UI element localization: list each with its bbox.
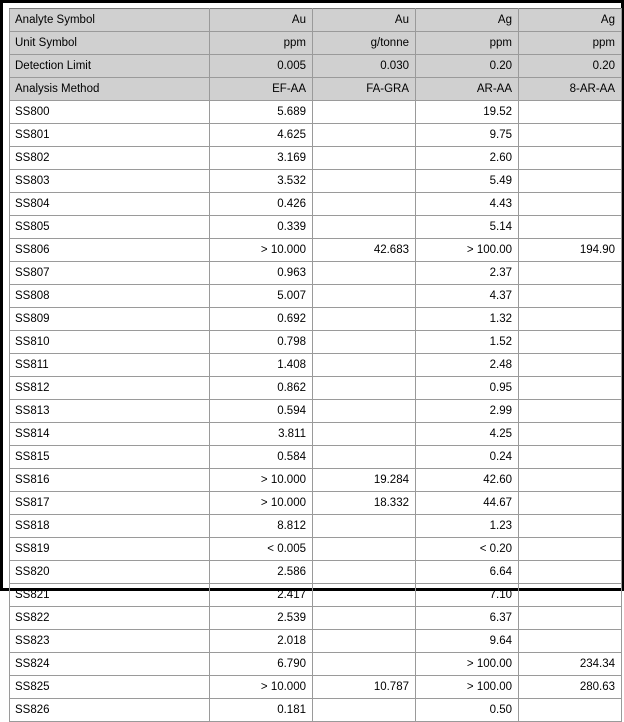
value-cell: 0.24 bbox=[416, 446, 519, 469]
value-cell: 1.23 bbox=[416, 515, 519, 538]
value-cell bbox=[313, 308, 416, 331]
sample-id-cell: SS811 bbox=[10, 354, 210, 377]
header-analysis-method-col3: AR-AA bbox=[416, 78, 519, 101]
sample-id-cell: SS804 bbox=[10, 193, 210, 216]
header-label-unit-symbol: Unit Symbol bbox=[10, 32, 210, 55]
table-row bbox=[10, 147, 622, 170]
table-row bbox=[10, 285, 622, 308]
sample-id-cell: SS823 bbox=[10, 630, 210, 653]
value-cell bbox=[519, 124, 622, 147]
value-cell: 5.689 bbox=[210, 101, 313, 124]
value-cell bbox=[313, 216, 416, 239]
value-cell bbox=[313, 170, 416, 193]
value-cell: 0.594 bbox=[210, 400, 313, 423]
table-row bbox=[10, 308, 622, 331]
sample-id-cell: SS819 bbox=[10, 538, 210, 561]
value-cell: 8.812 bbox=[210, 515, 313, 538]
value-cell bbox=[313, 377, 416, 400]
value-cell: 6.64 bbox=[416, 561, 519, 584]
table-row bbox=[10, 216, 622, 239]
assay-results-table bbox=[9, 8, 622, 722]
value-cell bbox=[519, 630, 622, 653]
value-cell: 10.787 bbox=[313, 676, 416, 699]
value-cell: 0.692 bbox=[210, 308, 313, 331]
header-unit-symbol-col2: g/tonne bbox=[313, 32, 416, 55]
value-cell: > 10.000 bbox=[210, 239, 313, 262]
value-cell bbox=[313, 354, 416, 377]
table-row bbox=[10, 124, 622, 147]
value-cell bbox=[313, 285, 416, 308]
assay-table-container bbox=[9, 8, 615, 716]
table-row bbox=[10, 515, 622, 538]
value-cell bbox=[519, 193, 622, 216]
value-cell: 2.37 bbox=[416, 262, 519, 285]
value-cell: 0.95 bbox=[416, 377, 519, 400]
table-row bbox=[10, 469, 622, 492]
value-cell bbox=[519, 607, 622, 630]
sample-id-cell: SS813 bbox=[10, 400, 210, 423]
value-cell bbox=[519, 538, 622, 561]
value-cell: 5.14 bbox=[416, 216, 519, 239]
value-cell: 1.32 bbox=[416, 308, 519, 331]
value-cell: > 100.00 bbox=[416, 676, 519, 699]
sample-id-cell: SS821 bbox=[10, 584, 210, 607]
header-detection-limit-col2: 0.030 bbox=[313, 55, 416, 78]
value-cell: 5.007 bbox=[210, 285, 313, 308]
header-row-unit-symbol bbox=[10, 32, 622, 55]
value-cell: 2.586 bbox=[210, 561, 313, 584]
header-detection-limit-col3: 0.20 bbox=[416, 55, 519, 78]
value-cell: 0.963 bbox=[210, 262, 313, 285]
sample-id-cell: SS822 bbox=[10, 607, 210, 630]
value-cell bbox=[519, 170, 622, 193]
value-cell bbox=[519, 354, 622, 377]
value-cell bbox=[519, 561, 622, 584]
value-cell bbox=[519, 262, 622, 285]
value-cell: 2.417 bbox=[210, 584, 313, 607]
header-detection-limit-col4: 0.20 bbox=[519, 55, 622, 78]
sample-id-cell: SS805 bbox=[10, 216, 210, 239]
value-cell: > 10.000 bbox=[210, 469, 313, 492]
header-analysis-method-col2: FA-GRA bbox=[313, 78, 416, 101]
value-cell bbox=[519, 469, 622, 492]
value-cell: 9.75 bbox=[416, 124, 519, 147]
table-body bbox=[10, 101, 622, 722]
value-cell: 1.408 bbox=[210, 354, 313, 377]
value-cell bbox=[313, 446, 416, 469]
header-row-detection-limit bbox=[10, 55, 622, 78]
value-cell: 4.25 bbox=[416, 423, 519, 446]
table-row bbox=[10, 170, 622, 193]
value-cell bbox=[519, 308, 622, 331]
value-cell bbox=[519, 584, 622, 607]
table-row bbox=[10, 262, 622, 285]
table-row bbox=[10, 354, 622, 377]
sample-id-cell: SS808 bbox=[10, 285, 210, 308]
value-cell: 6.790 bbox=[210, 653, 313, 676]
value-cell: 0.181 bbox=[210, 699, 313, 722]
sample-id-cell: SS802 bbox=[10, 147, 210, 170]
value-cell: > 100.00 bbox=[416, 239, 519, 262]
value-cell bbox=[313, 147, 416, 170]
value-cell bbox=[519, 446, 622, 469]
sample-id-cell: SS800 bbox=[10, 101, 210, 124]
value-cell: 44.67 bbox=[416, 492, 519, 515]
sample-id-cell: SS826 bbox=[10, 699, 210, 722]
header-label-analyte-symbol: Analyte Symbol bbox=[10, 9, 210, 32]
value-cell bbox=[519, 400, 622, 423]
value-cell: 7.10 bbox=[416, 584, 519, 607]
value-cell bbox=[313, 699, 416, 722]
header-label-analysis-method: Analysis Method bbox=[10, 78, 210, 101]
value-cell bbox=[313, 331, 416, 354]
sample-id-cell: SS815 bbox=[10, 446, 210, 469]
value-cell: 42.683 bbox=[313, 239, 416, 262]
value-cell bbox=[313, 653, 416, 676]
value-cell: 6.37 bbox=[416, 607, 519, 630]
value-cell bbox=[519, 377, 622, 400]
table-row bbox=[10, 193, 622, 216]
value-cell: 194.90 bbox=[519, 239, 622, 262]
header-analyte-symbol-col2: Au bbox=[313, 9, 416, 32]
value-cell bbox=[313, 400, 416, 423]
table-row bbox=[10, 400, 622, 423]
value-cell: 42.60 bbox=[416, 469, 519, 492]
value-cell: 2.48 bbox=[416, 354, 519, 377]
value-cell: 18.332 bbox=[313, 492, 416, 515]
header-unit-symbol-col4: ppm bbox=[519, 32, 622, 55]
sample-id-cell: SS818 bbox=[10, 515, 210, 538]
value-cell: 234.34 bbox=[519, 653, 622, 676]
value-cell bbox=[313, 423, 416, 446]
header-analyte-symbol-col1: Au bbox=[210, 9, 313, 32]
sample-id-cell: SS807 bbox=[10, 262, 210, 285]
value-cell: 5.49 bbox=[416, 170, 519, 193]
value-cell bbox=[313, 193, 416, 216]
value-cell: 2.60 bbox=[416, 147, 519, 170]
table-row bbox=[10, 331, 622, 354]
value-cell: > 10.000 bbox=[210, 492, 313, 515]
value-cell: > 100.00 bbox=[416, 653, 519, 676]
table-row bbox=[10, 423, 622, 446]
table-row bbox=[10, 101, 622, 124]
value-cell: 0.862 bbox=[210, 377, 313, 400]
value-cell: 2.018 bbox=[210, 630, 313, 653]
header-analyte-symbol-col3: Ag bbox=[416, 9, 519, 32]
value-cell: 1.52 bbox=[416, 331, 519, 354]
sample-id-cell: SS817 bbox=[10, 492, 210, 515]
header-detection-limit-col1: 0.005 bbox=[210, 55, 313, 78]
value-cell bbox=[313, 584, 416, 607]
value-cell: 19.284 bbox=[313, 469, 416, 492]
value-cell: 0.339 bbox=[210, 216, 313, 239]
value-cell: 4.37 bbox=[416, 285, 519, 308]
value-cell bbox=[313, 607, 416, 630]
value-cell: 9.64 bbox=[416, 630, 519, 653]
sample-id-cell: SS801 bbox=[10, 124, 210, 147]
value-cell bbox=[519, 515, 622, 538]
table-row bbox=[10, 630, 622, 653]
value-cell bbox=[519, 285, 622, 308]
table-header bbox=[10, 9, 622, 101]
value-cell: 280.63 bbox=[519, 676, 622, 699]
value-cell bbox=[519, 147, 622, 170]
table-row bbox=[10, 538, 622, 561]
table-row bbox=[10, 584, 622, 607]
sample-id-cell: SS812 bbox=[10, 377, 210, 400]
value-cell bbox=[313, 124, 416, 147]
value-cell bbox=[519, 101, 622, 124]
value-cell: 2.99 bbox=[416, 400, 519, 423]
value-cell: 0.584 bbox=[210, 446, 313, 469]
sample-id-cell: SS814 bbox=[10, 423, 210, 446]
value-cell bbox=[313, 515, 416, 538]
value-cell bbox=[313, 262, 416, 285]
table-row bbox=[10, 653, 622, 676]
value-cell bbox=[313, 538, 416, 561]
sample-id-cell: SS810 bbox=[10, 331, 210, 354]
value-cell: 0.798 bbox=[210, 331, 313, 354]
value-cell: < 0.20 bbox=[416, 538, 519, 561]
table-row bbox=[10, 607, 622, 630]
value-cell bbox=[313, 630, 416, 653]
header-analysis-method-col1: EF-AA bbox=[210, 78, 313, 101]
header-unit-symbol-col3: ppm bbox=[416, 32, 519, 55]
table-row bbox=[10, 377, 622, 400]
value-cell: > 10.000 bbox=[210, 676, 313, 699]
header-analyte-symbol-col4: Ag bbox=[519, 9, 622, 32]
sample-id-cell: SS809 bbox=[10, 308, 210, 331]
header-row-analyte-symbol bbox=[10, 9, 622, 32]
value-cell: 4.43 bbox=[416, 193, 519, 216]
value-cell bbox=[519, 423, 622, 446]
value-cell: 3.532 bbox=[210, 170, 313, 193]
table-row bbox=[10, 561, 622, 584]
value-cell bbox=[519, 216, 622, 239]
value-cell bbox=[519, 699, 622, 722]
sample-id-cell: SS824 bbox=[10, 653, 210, 676]
value-cell: 0.50 bbox=[416, 699, 519, 722]
value-cell: 4.625 bbox=[210, 124, 313, 147]
value-cell: 2.539 bbox=[210, 607, 313, 630]
sample-id-cell: SS803 bbox=[10, 170, 210, 193]
value-cell: < 0.005 bbox=[210, 538, 313, 561]
sample-id-cell: SS816 bbox=[10, 469, 210, 492]
table-row bbox=[10, 239, 622, 262]
sample-id-cell: SS806 bbox=[10, 239, 210, 262]
value-cell: 19.52 bbox=[416, 101, 519, 124]
value-cell bbox=[313, 561, 416, 584]
header-analysis-method-col4: 8-AR-AA bbox=[519, 78, 622, 101]
value-cell: 0.426 bbox=[210, 193, 313, 216]
value-cell: 3.169 bbox=[210, 147, 313, 170]
value-cell bbox=[313, 101, 416, 124]
sample-id-cell: SS820 bbox=[10, 561, 210, 584]
value-cell: 3.811 bbox=[210, 423, 313, 446]
table-row bbox=[10, 446, 622, 469]
header-label-detection-limit: Detection Limit bbox=[10, 55, 210, 78]
table-row bbox=[10, 492, 622, 515]
value-cell bbox=[519, 331, 622, 354]
sample-id-cell: SS825 bbox=[10, 676, 210, 699]
value-cell bbox=[519, 492, 622, 515]
header-unit-symbol-col1: ppm bbox=[210, 32, 313, 55]
table-row bbox=[10, 676, 622, 699]
header-row-analysis-method bbox=[10, 78, 622, 101]
table-row bbox=[10, 699, 622, 722]
